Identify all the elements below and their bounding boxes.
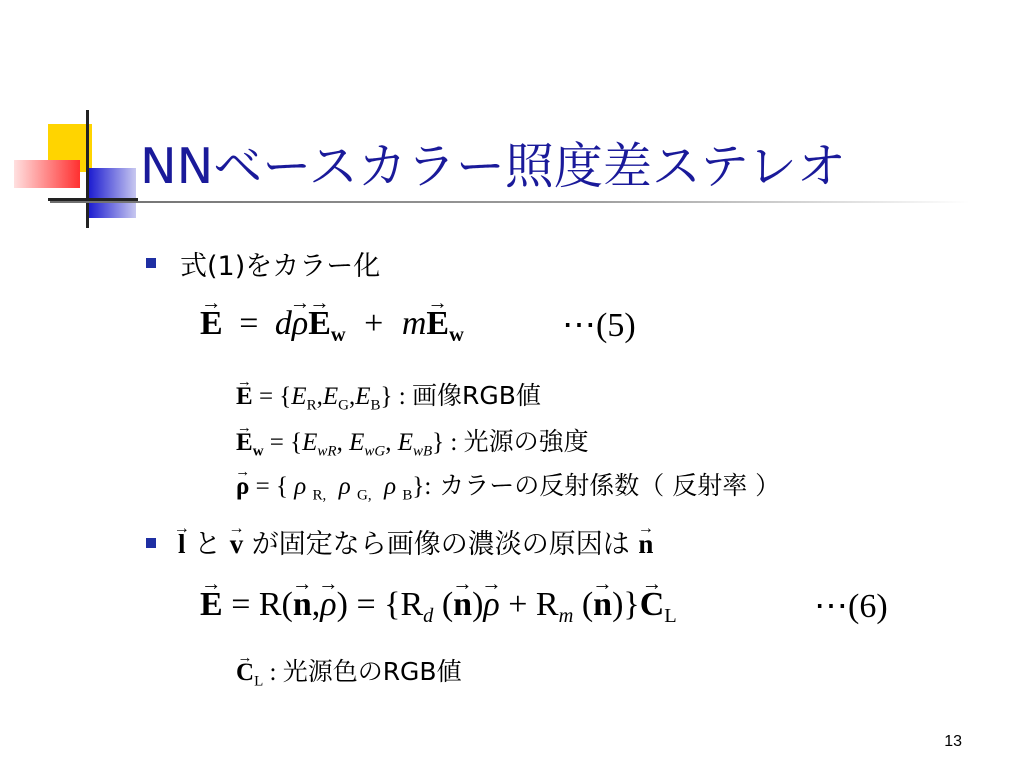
def1-sub-G: G (338, 397, 349, 414)
eq6-number: (6) (848, 588, 888, 625)
def1-description: 画像RGB値 (411, 381, 541, 410)
vector-n: → n (638, 529, 653, 560)
eq6-sub-L: L (664, 605, 677, 628)
eq6-Rd: ) = {R (336, 586, 424, 623)
eq5-equals: = (239, 305, 259, 342)
decoration-vertical-line (86, 110, 89, 228)
equation-6-number (814, 586, 888, 626)
vector-rho: → ρ (236, 473, 249, 501)
def3-close: }: (412, 473, 432, 500)
def1-colon: : (392, 383, 412, 410)
vector-C: → C (640, 586, 665, 624)
def4-description: 光源色のRGB値 (282, 657, 462, 686)
def1-eq: = { (252, 383, 292, 410)
def2-close: } (432, 429, 445, 456)
def2-EwR: E (302, 429, 318, 456)
vector-rho: → ρ (292, 305, 308, 343)
def4-sub-L: L (254, 673, 264, 690)
title-underline (50, 201, 970, 203)
vector-n: → n (453, 586, 472, 624)
eq6-plus-Rm: + R (499, 586, 559, 623)
page-number: 13 (944, 733, 962, 750)
eq6-R: = R( (222, 586, 293, 623)
eq5-sub-w: w (449, 324, 464, 347)
vector-v: → v (230, 529, 244, 560)
bullet-1-text: 式(1)をカラー化 (180, 251, 381, 282)
eq6-paren: ( (573, 586, 594, 623)
def1-comma: , (348, 383, 356, 410)
equation-5-number (562, 305, 636, 345)
vector-E: → E (236, 383, 253, 411)
def3-rho-R: ρ (294, 473, 307, 500)
definition-E (236, 376, 541, 414)
eq5-number: (5) (596, 307, 636, 344)
eq6-sub-d: d (423, 605, 434, 628)
def1-EG: E (322, 383, 339, 410)
vector-E: → E (200, 586, 223, 624)
def1-EB: E (355, 383, 371, 410)
def2-sub-wB: wB (413, 443, 433, 460)
def2-sub-wG: wG (364, 443, 386, 460)
def1-sub-R: R (306, 397, 317, 414)
vector-rho: → ρ (320, 586, 336, 624)
slide-title: NNベースカラー照度差ステレオ (140, 138, 846, 195)
def2-EwB: E (397, 429, 413, 456)
vector-rho: → ρ (483, 586, 499, 624)
eq6-comma: , (311, 586, 321, 623)
def1-close: } (380, 383, 393, 410)
def2-sub-w: w (252, 443, 264, 460)
def2-comma: , (336, 429, 350, 456)
def2-colon: : (444, 429, 464, 456)
vector-Ew: → E (426, 305, 449, 343)
eq6-sub-m: m (558, 605, 574, 628)
vector-C: → C (236, 659, 254, 687)
vector-E: → E (200, 305, 223, 343)
def1-ER: E (291, 383, 307, 410)
equation-6 (200, 586, 677, 628)
vector-n: → n (293, 586, 312, 624)
def2-eq: = { (263, 429, 303, 456)
eq6-paren: ) (472, 586, 484, 623)
eq5-d: d (274, 305, 292, 342)
bullet2-rest: が固定なら画像の濃淡の原因は (243, 529, 639, 560)
definition-rho (236, 466, 780, 504)
equation-5 (200, 305, 464, 347)
bullet2-to: と (185, 529, 230, 560)
def3-rho-G: ρ (338, 473, 351, 500)
vector-Ew: → E (308, 305, 331, 343)
eq5-plus: + (364, 305, 384, 342)
eq5-dots: ⋯ (562, 307, 596, 344)
def3-description: カラーの反射係数（ 反射率 ） (431, 471, 781, 500)
def3-sub-G: G, (357, 487, 372, 504)
definition-CL (236, 652, 462, 690)
def4-colon: : (263, 659, 283, 686)
vector-l: → l (178, 529, 186, 560)
eq6-paren: ( (433, 586, 454, 623)
bullet-marker (146, 538, 156, 548)
def3-rho-B: ρ (384, 473, 397, 500)
definition-Ew (236, 422, 589, 460)
decoration-blue-square (88, 168, 136, 218)
def2-comma: , (385, 429, 398, 456)
eq5-sub-w: w (330, 324, 346, 347)
def2-description: 光源の強度 (463, 427, 589, 456)
def3-eq: = { (249, 473, 295, 500)
eq6-dots: ⋯ (814, 588, 848, 625)
bullet-marker (146, 258, 156, 268)
def1-comma: , (316, 383, 323, 410)
eq6-paren: )} (612, 586, 640, 623)
def3-sub-B: B (402, 487, 413, 504)
bullet-2-text (178, 522, 653, 561)
def2-sub-wR: wR (317, 443, 337, 460)
def1-sub-B: B (370, 397, 381, 414)
vector-Ew: → E (236, 429, 253, 457)
decoration-red-square (14, 160, 80, 188)
vector-n: → n (593, 586, 612, 624)
def3-sub-R: R, (312, 487, 327, 504)
def2-EwG: E (349, 429, 365, 456)
eq5-m: m (401, 305, 427, 342)
